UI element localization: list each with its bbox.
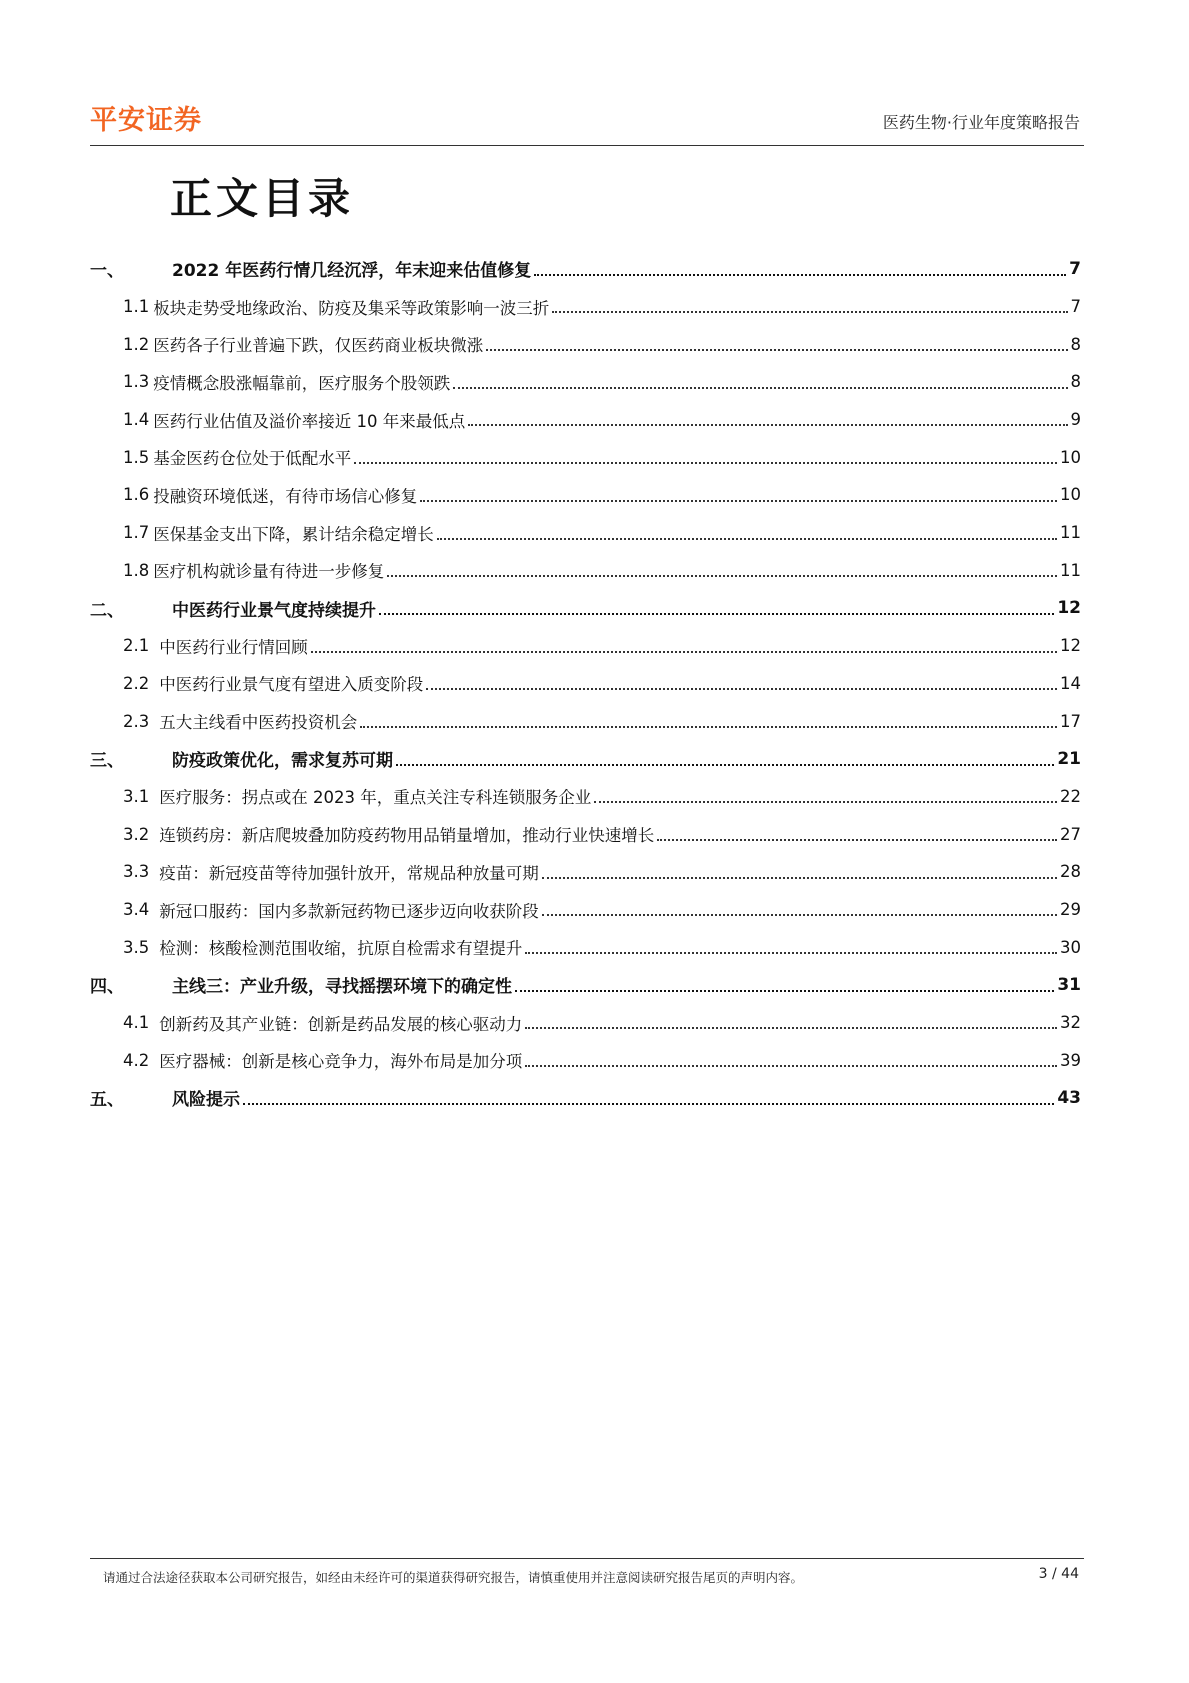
toc-entry-label: 检测：核酸检测范围收缩，抗原自检需求有望提升 <box>159 939 523 959</box>
toc-entry-page: 10 <box>1060 485 1081 505</box>
toc-subsection-entry[interactable] <box>90 288 1081 326</box>
toc-subsection-entry[interactable] <box>90 325 1081 363</box>
toc-dot-leader <box>468 424 1067 426</box>
toc-entry-page: 14 <box>1060 673 1081 693</box>
toc-entry-number: 二、 <box>90 600 124 621</box>
toc-dot-leader <box>243 1103 1054 1105</box>
company-logo: 平安证券 <box>90 105 202 136</box>
toc-entry-page: 7 <box>1069 258 1081 279</box>
toc-subsection-entry[interactable] <box>90 401 1081 439</box>
toc-dot-leader <box>552 311 1067 313</box>
toc-section-entry[interactable] <box>90 250 1081 288</box>
toc-dot-leader <box>525 1065 1057 1067</box>
toc-entry-number: 三、 <box>90 751 124 772</box>
toc-entry-label: 2022 年医药行情几经沉浮，年末迎来估值修复 <box>172 261 532 282</box>
toc-dot-leader <box>525 1027 1057 1029</box>
toc-entry-page: 10 <box>1060 447 1081 467</box>
report-title: 医药生物·行业年度策略报告 <box>882 113 1080 132</box>
toc-entry-page: 8 <box>1070 372 1081 392</box>
toc-dot-leader <box>354 462 1057 464</box>
toc-dot-leader <box>379 613 1054 615</box>
toc-entry-page: 8 <box>1070 334 1081 354</box>
toc-dot-leader <box>420 500 1057 502</box>
toc-entry-label: 五大主线看中医药投资机会 <box>159 713 358 733</box>
toc-entry-label: 医药行业估值及溢价率接近 10 年来最低点 <box>153 411 466 431</box>
toc-entry-label: 医疗服务：拐点或在 2023 年，重点关注专科连锁服务企业 <box>159 788 592 808</box>
toc-subsection-entry[interactable] <box>90 853 1081 891</box>
toc-dot-leader <box>426 688 1057 690</box>
toc-entry-page: 27 <box>1060 824 1081 844</box>
toc-subsection-entry[interactable] <box>90 476 1081 514</box>
toc-entry-number: 1.3 <box>123 372 150 392</box>
toc-subsection-entry[interactable] <box>90 665 1081 703</box>
toc-entry-number: 1.5 <box>123 447 150 467</box>
toc-entry-label: 疫情概念股涨幅靠前，医疗服务个股领跌 <box>153 373 451 393</box>
toc-entry-number: 四、 <box>90 977 124 998</box>
toc-entry-number: 3.2 <box>123 824 150 844</box>
toc-subsection-entry[interactable] <box>90 1004 1081 1042</box>
toc-entry-label: 医药各子行业普遍下跌，仅医药商业板块微涨 <box>153 336 484 356</box>
toc-heading: 正文目录 <box>170 174 355 223</box>
toc-section-entry[interactable] <box>90 966 1081 1004</box>
toc-entry-number: 1.1 <box>123 297 150 317</box>
toc-subsection-entry[interactable] <box>90 891 1081 929</box>
toc-entry-page: 39 <box>1060 1050 1081 1070</box>
toc-dot-leader <box>594 801 1057 803</box>
table-of-contents <box>90 250 1081 1117</box>
toc-dot-leader <box>387 575 1057 577</box>
footer-divider <box>90 1558 1084 1559</box>
toc-dot-leader <box>525 952 1057 954</box>
toc-entry-label: 主线三：产业升级，寻找摇摆环境下的确定性 <box>172 977 512 998</box>
toc-section-entry[interactable] <box>90 1079 1081 1117</box>
toc-entry-number: 4.1 <box>123 1013 150 1033</box>
toc-entry-number: 3.3 <box>123 862 150 882</box>
toc-entry-label: 疫苗：新冠疫苗等待加强针放开，常规品种放量可期 <box>159 863 539 883</box>
toc-dot-leader <box>657 839 1057 841</box>
toc-subsection-entry[interactable] <box>90 363 1081 401</box>
toc-dot-leader <box>311 651 1057 653</box>
toc-subsection-entry[interactable] <box>90 702 1081 740</box>
toc-dot-leader <box>542 914 1057 916</box>
toc-entry-page: 11 <box>1060 560 1081 580</box>
toc-entry-label: 医疗机构就诊量有待进一步修复 <box>153 562 385 582</box>
toc-dot-leader <box>534 274 1066 276</box>
toc-entry-label: 创新药及其产业链：创新是药品发展的核心驱动力 <box>159 1014 523 1034</box>
toc-entry-label: 板块走势受地缘政治、防疫及集采等政策影响一波三折 <box>153 298 550 318</box>
toc-subsection-entry[interactable] <box>90 627 1081 665</box>
toc-subsection-entry[interactable] <box>90 928 1081 966</box>
toc-entry-page: 29 <box>1060 900 1081 920</box>
footer-disclaimer: 请通过合法途径获取本公司研究报告，如经由未经许可的渠道获得研究报告，请慎重使用并注意阅读研究报告尾页的声明内容。 <box>103 1570 804 1585</box>
toc-subsection-entry[interactable] <box>90 438 1081 476</box>
toc-entry-label: 中医药行业行情回顾 <box>159 637 308 657</box>
toc-entry-number: 1.8 <box>123 560 150 580</box>
toc-entry-number: 2.3 <box>123 711 150 731</box>
toc-entry-page: 30 <box>1060 937 1081 957</box>
toc-entry-page: 21 <box>1057 748 1081 769</box>
toc-entry-page: 28 <box>1060 862 1081 882</box>
toc-entry-number: 1.4 <box>123 410 150 430</box>
toc-dot-leader <box>437 538 1057 540</box>
toc-subsection-entry[interactable] <box>90 514 1081 552</box>
toc-section-entry[interactable] <box>90 740 1081 778</box>
toc-subsection-entry[interactable] <box>90 552 1081 590</box>
toc-entry-page: 9 <box>1070 410 1081 430</box>
toc-entry-page: 12 <box>1060 636 1081 656</box>
toc-subsection-entry[interactable] <box>90 1041 1081 1079</box>
toc-entry-number: 一、 <box>90 261 124 282</box>
toc-entry-number: 1.7 <box>123 523 150 543</box>
toc-dot-leader <box>453 387 1067 389</box>
toc-entry-page: 32 <box>1060 1013 1081 1033</box>
toc-entry-label: 医保基金支出下降，累计结余稳定增长 <box>153 524 434 544</box>
toc-subsection-entry[interactable] <box>90 778 1081 816</box>
toc-entry-number: 4.2 <box>123 1050 150 1070</box>
toc-entry-label: 连锁药房：新店爬坡叠加防疫药物用品销量增加，推动行业快速增长 <box>159 826 655 846</box>
toc-entry-number: 3.4 <box>123 900 150 920</box>
toc-entry-page: 17 <box>1060 711 1081 731</box>
toc-entry-label: 风险提示 <box>172 1090 240 1111</box>
toc-entry-label: 中医药行业景气度持续提升 <box>172 600 376 621</box>
toc-entry-number: 1.2 <box>123 334 150 354</box>
toc-entry-label: 投融资环境低迷，有待市场信心修复 <box>153 486 418 506</box>
toc-entry-number: 1.6 <box>123 485 150 505</box>
toc-entry-number: 3.5 <box>123 937 150 957</box>
header-divider <box>90 145 1084 146</box>
toc-entry-number: 五、 <box>90 1090 124 1111</box>
toc-entry-page: 11 <box>1060 523 1081 543</box>
toc-entry-number: 2.2 <box>123 673 150 693</box>
toc-dot-leader <box>515 990 1054 992</box>
toc-dot-leader <box>396 764 1054 766</box>
toc-entry-number: 2.1 <box>123 636 150 656</box>
toc-entry-page: 7 <box>1070 297 1081 317</box>
toc-section-entry[interactable] <box>90 589 1081 627</box>
toc-entry-label: 新冠口服药：国内多款新冠药物已逐步迈向收获阶段 <box>159 901 539 921</box>
toc-entry-page: 31 <box>1057 974 1081 995</box>
toc-dot-leader <box>360 726 1057 728</box>
toc-entry-page: 22 <box>1060 786 1081 806</box>
toc-entry-label: 医疗器械：创新是核心竞争力，海外布局是加分项 <box>159 1052 523 1072</box>
toc-entry-label: 防疫政策优化，需求复苏可期 <box>172 751 393 772</box>
toc-entry-label: 基金医药仓位处于低配水平 <box>153 449 352 469</box>
toc-dot-leader <box>486 349 1067 351</box>
toc-entry-number: 3.1 <box>123 786 150 806</box>
toc-subsection-entry[interactable] <box>90 815 1081 853</box>
toc-entry-page: 12 <box>1057 598 1081 619</box>
toc-entry-page: 43 <box>1057 1087 1081 1108</box>
toc-dot-leader <box>542 877 1057 879</box>
page-number: 3 / 44 <box>1038 1566 1079 1582</box>
toc-entry-label: 中医药行业景气度有望进入质变阶段 <box>159 675 424 695</box>
